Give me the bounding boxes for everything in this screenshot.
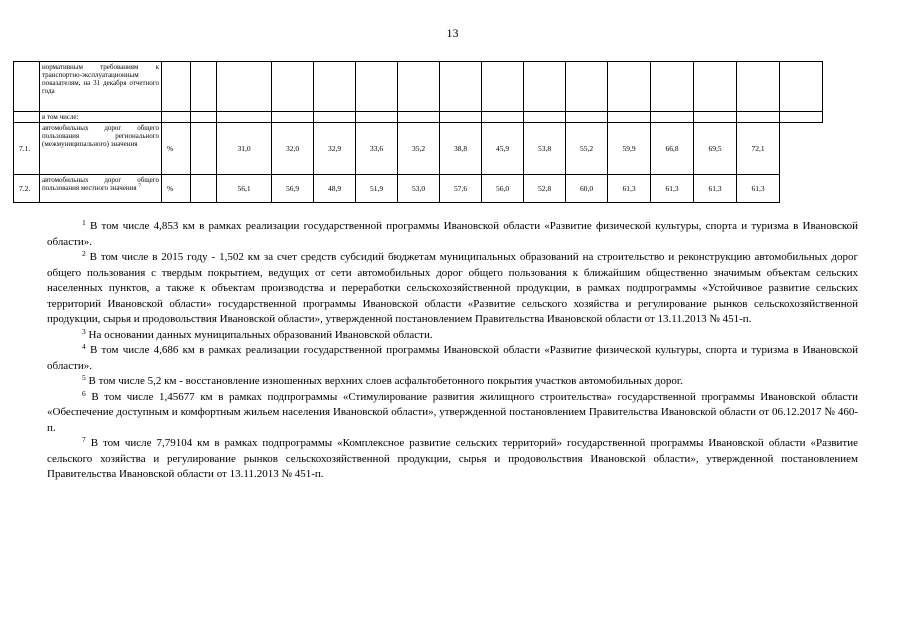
- row-number: 7.2.: [14, 175, 40, 203]
- value-cell: 61,3: [694, 175, 737, 203]
- row-unit: %: [162, 175, 191, 203]
- footnote-ref: 7: [138, 183, 142, 189]
- value-cell: 33,6: [356, 123, 398, 175]
- row-name-continuation: нормативным требованиям к транспортно-эксплуатационным показателям, на 31 декабря отчетного года: [40, 62, 162, 112]
- footnote-text: В том числе 4,686 км в рамках реализации государственной программы Ивановской области «Развитие физической культуры, спорта и туризма в Ивановской области».: [47, 344, 858, 372]
- footnote: [47, 219, 858, 250]
- footnote-mark: 7: [82, 435, 86, 444]
- footnote: [47, 390, 858, 437]
- value-cell: 35,2: [398, 123, 440, 175]
- row-name-text: автомобильных дорог общего пользования местного значения: [42, 176, 159, 192]
- value-cell: 59,9: [608, 123, 651, 175]
- value-cell: 32,9: [314, 123, 356, 175]
- table-row: [14, 62, 823, 112]
- value-cell: 66,8: [651, 123, 694, 175]
- value-cell: 61,3: [608, 175, 651, 203]
- value-cell: 56,1: [217, 175, 272, 203]
- footnote: [47, 328, 858, 344]
- value-cell: 51,9: [356, 175, 398, 203]
- footnote-mark: 3: [82, 326, 86, 336]
- page-number: 13: [446, 26, 459, 40]
- value-cell: 60,0: [566, 175, 608, 203]
- value-cell: 38,8: [440, 123, 482, 175]
- table-row: [14, 123, 823, 175]
- footnote-text: На основании данных муниципальных образований Ивановской области.: [85, 328, 433, 341]
- value-cell: 56,0: [482, 175, 524, 203]
- footnote-mark: 4: [82, 342, 86, 351]
- footnote: [47, 343, 858, 374]
- empty-cell: [191, 175, 217, 203]
- value-cell: 55,2: [566, 123, 608, 175]
- row-name: [40, 123, 162, 175]
- row-name: [40, 175, 162, 203]
- value-cell: 56,9: [272, 175, 314, 203]
- value-cell: 48,9: [314, 175, 356, 203]
- row-number: 7.1.: [14, 123, 40, 175]
- value-cell: 53,8: [524, 123, 566, 175]
- row-subheader: в том числе:: [40, 112, 162, 123]
- value-cell: 72,1: [737, 123, 780, 175]
- value-cell: 32,0: [272, 123, 314, 175]
- footnote-mark: 1: [82, 218, 86, 227]
- footnote-text: В том числе 4,853 км в рамках реализации государственной программы Ивановской области «Развитие физической культуры, спорта и туризма в Ивановской области».: [47, 220, 858, 248]
- table-row: [14, 175, 823, 203]
- footnote-mark: 5: [82, 373, 86, 382]
- value-cell: 61,3: [651, 175, 694, 203]
- footnote-text: В том числе 1,45677 км в рамках подпрограммы «Стимулирование развития жилищного строительства» государственной программы Ивановской области «Обеспечение доступным и комфортным жильем населения Ивановской области», утвержденной постановлением Правительства Ивановской области от 06.12.2017 № 460-п.: [47, 390, 858, 434]
- value-cell: 69,5: [694, 123, 737, 175]
- footnote-mark: 6: [82, 388, 86, 398]
- row-unit: %: [162, 123, 191, 175]
- row-name-text: автомобильных дорог общего пользования регионального (межмуниципального) значения: [42, 124, 159, 148]
- empty-cell: [191, 123, 217, 175]
- indicators-table: [13, 61, 823, 203]
- value-cell: 61,3: [737, 175, 780, 203]
- value-cell: 57,6: [440, 175, 482, 203]
- footnotes: [47, 219, 858, 483]
- value-cell: 45,9: [482, 123, 524, 175]
- value-cell: 31,0: [217, 123, 272, 175]
- footnote-text: В том числе в 2015 году - 1,502 км за счет средств субсидий бюджетам муниципальных образований на строительство и реконструкцию автомобильных дорог общего пользования с твердым покрытием, ведущих от сети автомобильных дорог общего пользования к ближайшим общественно значимым объектам сельских населенных пунктов, а также к объектам производства и переработки сельскохозяйственной продукции, в рамках подпрограммы «Устойчивое развитие сельских территорий Ивановской области» государственной программы Ивановской области «Развитие сельского хозяйства и регулирование рынков сельскохозяйственной продукции, сырья и продовольствия Ивановской области», утвержденной постановлением Правительства Ивановской области от 13.11.2013 № 451-п.: [47, 251, 858, 325]
- footnote: [47, 250, 858, 328]
- footnote-text: В том числе 7,79104 км в рамках подпрограммы «Комплексное развитие сельских территорий» государственной программы Ивановской области «Развитие сельского хозяйства и регулирование рынков сельскохозяйственной продукции, сырья и продовольствия Ивановской области», утвержденной постановлением Правительства Ивановской области от 13.11.2013 № 451-п.: [47, 437, 858, 480]
- footnote-text: В том числе 5,2 км - восстановление изношенных верхних слоев асфальтобетонного покрытия участков автомобильных дорог.: [85, 375, 683, 387]
- table-cell: [14, 62, 40, 112]
- value-cell: 53,0: [398, 175, 440, 203]
- footnote-mark: 2: [82, 249, 86, 258]
- table-row: [14, 112, 823, 123]
- footnote: [47, 436, 858, 483]
- value-cell: 52,8: [524, 175, 566, 203]
- footnote: [47, 374, 858, 390]
